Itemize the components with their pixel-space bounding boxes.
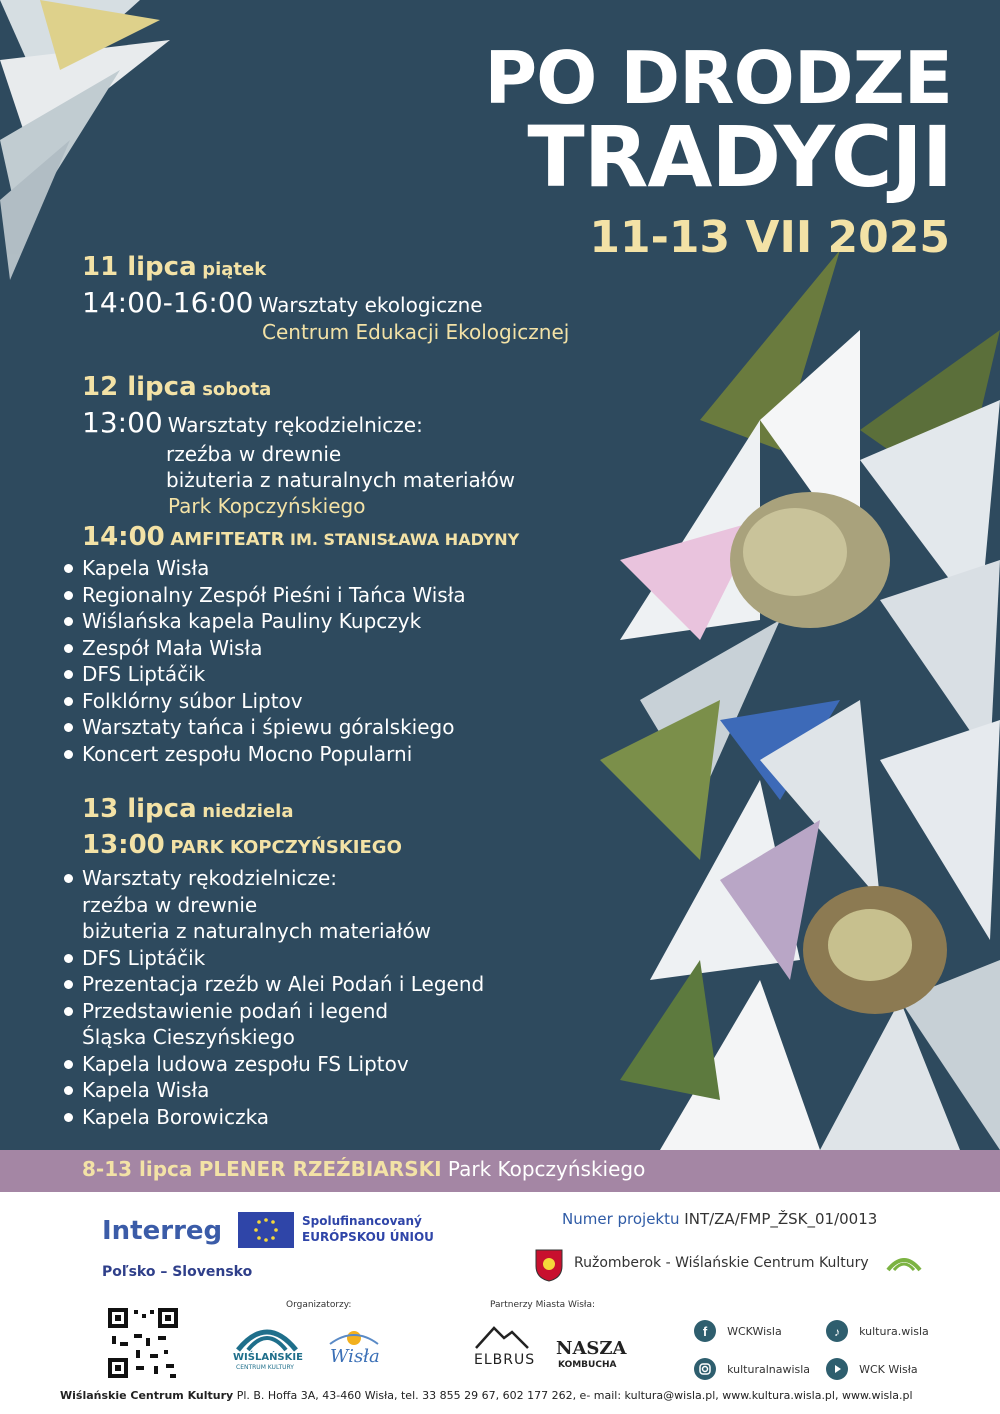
day2-program-list: [62, 555, 466, 767]
eu-cofinanced-line2: EURÓPSKOU ÚNIOU: [302, 1230, 434, 1244]
day3-venue-time: 13:00: [82, 830, 165, 860]
list-item: Koncert zespołu Mocno Popularni: [62, 741, 466, 768]
mountain-logo-icon: [474, 1324, 530, 1350]
list-item: Kapela Borowiczka: [62, 1104, 484, 1131]
interreg-logo: Interreg: [102, 1216, 223, 1246]
address-line: [60, 1389, 913, 1402]
project-label: Numer projektu: [562, 1210, 680, 1228]
festival-dates: 11-13 VII 2025: [589, 212, 950, 263]
wck-small-logo-icon: [884, 1250, 924, 1278]
day3-venue-name: PARK KOPCZYŃSKIEGO: [170, 837, 402, 858]
youtube-icon: [826, 1358, 848, 1380]
list-item: Folklórny súbor Liptov: [62, 688, 466, 715]
list-item: Wiślańska kapela Pauliny Kupczyk: [62, 608, 466, 635]
wck-logo-text: WIŚLAŃSKIE: [233, 1352, 303, 1363]
poster-title-line1: PO DRODZE: [484, 36, 952, 120]
wck-logo-subtext: CENTRUM KULTURY: [236, 1364, 294, 1371]
day1-event: [82, 286, 483, 319]
social-tiktok[interactable]: ♪ kultura.wisla: [826, 1320, 929, 1342]
wisla-sun-logo-icon: [326, 1322, 382, 1346]
social-instagram[interactable]: kulturalnawisla: [694, 1358, 810, 1380]
day3-venue: [82, 830, 402, 860]
poster-title-line2: TRADYCJI: [527, 108, 952, 206]
day3-heading: [82, 794, 293, 824]
day2-time: 13:00: [82, 406, 163, 439]
instagram-icon: [694, 1358, 716, 1380]
coat-of-arms-icon: [534, 1248, 564, 1282]
social-facebook[interactable]: f WCKWisla: [694, 1320, 782, 1342]
svg-text:f: f: [702, 1324, 708, 1339]
region-label: Poľsko – Slovensko: [102, 1264, 253, 1280]
day2-venue-name: AMFITEATR: [170, 529, 285, 550]
day2-place: Park Kopczyńskiego: [168, 494, 366, 518]
day2-venue-sub: IM. STANISŁAWA HADYNY: [290, 530, 520, 549]
day1-heading: [82, 252, 266, 282]
day2-weekday: sobota: [202, 379, 272, 400]
elbrus-logo-text: ELBRUS: [474, 1352, 536, 1368]
social-youtube[interactable]: WCK Wisła: [826, 1358, 918, 1380]
address-org: Wiślańskie Centrum Kultury: [60, 1389, 234, 1402]
list-item: Kapela Wisła: [62, 1077, 484, 1104]
day3-program-list: [62, 865, 484, 1130]
list-item: Kapela Wisła: [62, 555, 466, 582]
day2-event-name: Warsztaty rękodzielnicze:: [167, 413, 423, 437]
day2-detail: rzeźba w drewnie: [166, 442, 342, 466]
day2-venue-time: 14:00: [82, 522, 165, 552]
day2-detail: biżuteria z naturalnych materiałów: [166, 468, 516, 492]
address-details: Pl. B. Hoffa 3A, 43-460 Wisła, tel. 33 855 29 67, 602 177 262, e- mail: kultura@wisla.pl, www.kultura.wisla.pl, www.wisla.pl: [236, 1389, 913, 1402]
list-item: Prezentacja rzeźb w Alei Podań i Legend: [62, 971, 484, 998]
day2-heading: [82, 372, 271, 402]
eu-cofinanced-line1: Spolufinancovaný: [302, 1214, 422, 1228]
kombucha-logo-text: KOMBUCHA: [558, 1360, 617, 1370]
day1-weekday: piątek: [202, 259, 267, 280]
day1-place: Centrum Edukacji Ekologicznej: [262, 320, 570, 344]
wck-logo-icon: [232, 1320, 302, 1352]
list-item: Zespół Mała Wisła: [62, 635, 466, 662]
svg-text:♪: ♪: [834, 1325, 840, 1339]
eu-flag-icon: [238, 1212, 294, 1248]
tiktok-icon: [826, 1320, 848, 1342]
project-id: INT/ZA/FMP_ŽSK_01/0013: [684, 1210, 878, 1228]
facebook-icon: [694, 1320, 716, 1342]
day1-date: 11 lipca: [82, 252, 197, 282]
organizers-label: Organizatorzy:: [286, 1300, 352, 1310]
day1-event-name: Warsztaty ekologiczne: [258, 293, 483, 317]
qr-code-icon: [106, 1306, 180, 1380]
day3-weekday: niedziela: [202, 801, 294, 822]
list-item: Przedstawienie podań i legend: [62, 998, 484, 1025]
plener-dates: 8-13 lipca: [82, 1157, 193, 1181]
list-item: DFS Liptáčik: [62, 945, 484, 972]
list-item: DFS Liptáčik: [62, 661, 466, 688]
nasza-logo-text: NASZA: [556, 1338, 627, 1359]
day2-date: 12 lipca: [82, 372, 197, 402]
wisla-logo-text: Wisła: [330, 1346, 380, 1367]
list-item: Śląska Cieszyńskiego: [82, 1025, 295, 1049]
partners-top: Ružomberok - Wiślańskie Centrum Kultury: [574, 1255, 869, 1271]
project-number: [562, 1210, 877, 1228]
list-item: Kapela ludowa zespołu FS Liptov: [62, 1051, 484, 1078]
partners-label: Partnerzy Miasta Wisła:: [490, 1300, 595, 1310]
footer: [0, 1192, 1000, 1414]
day2-venue: [82, 522, 519, 552]
plener-band: [0, 1150, 1000, 1192]
list-item: rzeźba w drewnie: [82, 892, 258, 917]
day2-event: [82, 406, 423, 439]
day3-date: 13 lipca: [82, 794, 197, 824]
list-item: Regionalny Zespół Pieśni i Tańca Wisła: [62, 582, 466, 609]
plener-place: Park Kopczyńskiego: [447, 1157, 646, 1181]
list-item: biżuteria z naturalnych materiałów: [82, 919, 432, 943]
day1-time: 14:00-16:00: [82, 286, 254, 319]
list-item: Warsztaty tańca i śpiewu góralskiego: [62, 714, 466, 741]
plener-name: PLENER RZEŹBIARSKI: [198, 1157, 442, 1181]
list-item: Warsztaty rękodzielnicze:: [62, 865, 484, 892]
